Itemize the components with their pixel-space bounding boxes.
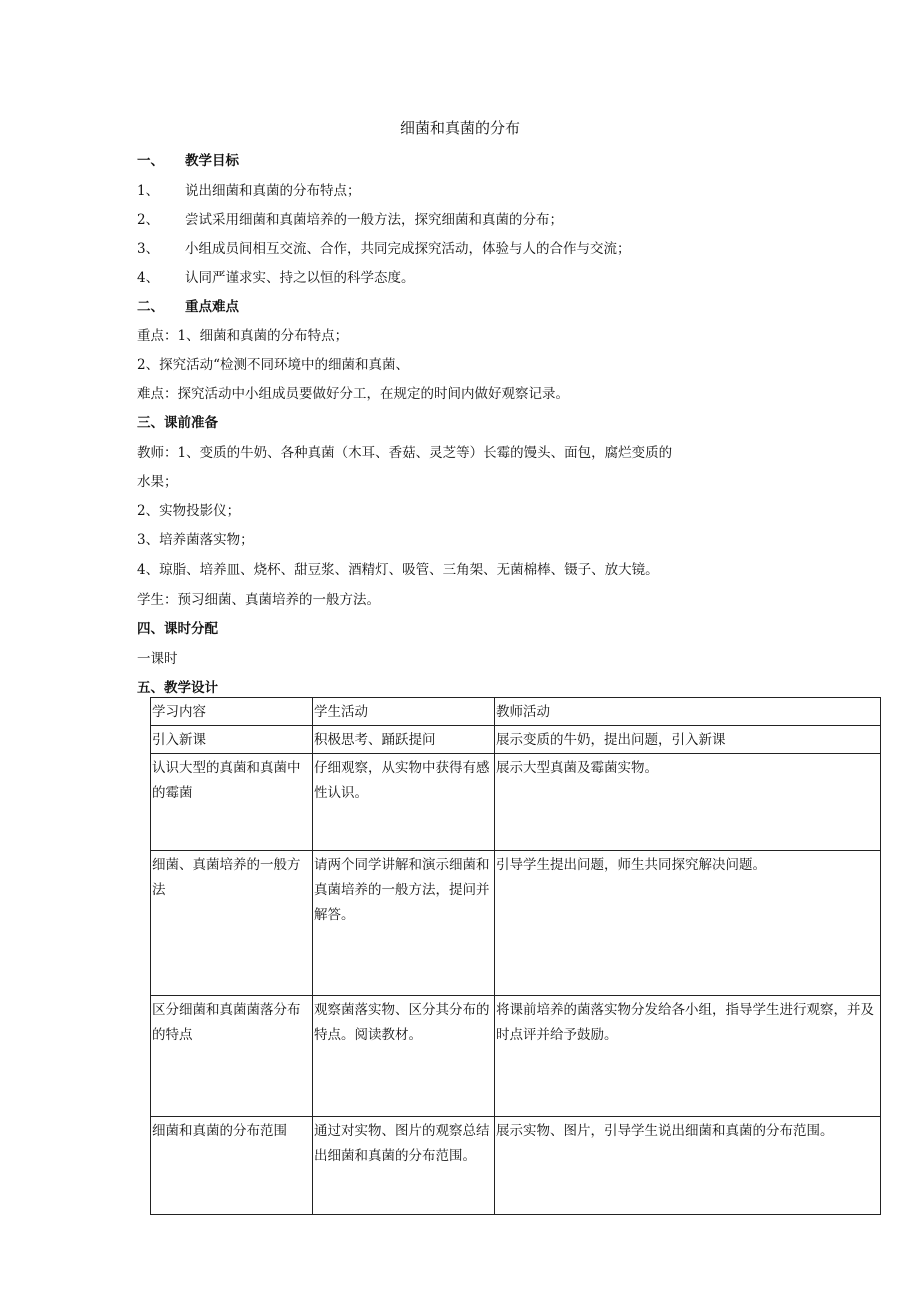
item-text: 尝试采用细菌和真菌培养的一般方法，探究细菌和真菌的分布；	[185, 212, 563, 228]
item-text: 认同严谨求实、持之以恒的科学态度。	[185, 270, 415, 286]
section-heading-preparation: 三、课前准备	[137, 415, 218, 431]
paragraph-line: 水果；	[137, 474, 178, 490]
section-number: 二、	[137, 299, 164, 315]
table-cell: 通过对实物、图片的观察总结出细菌和真菌的分布范围。	[313, 1117, 495, 1215]
item-number: 3、	[137, 241, 160, 257]
item-number: 2、	[137, 212, 160, 228]
table-cell: 展示变质的牛奶，提出问题，引入新课	[495, 726, 881, 754]
section-heading-key-points	[137, 295, 239, 315]
table-row	[151, 851, 881, 996]
table-row	[151, 754, 881, 851]
list-item	[137, 208, 563, 228]
paragraph-line: 2、探究活动“检测不同环境中的细菌和真菌、	[137, 357, 409, 373]
paragraph-line: 3、培养菌落实物；	[137, 532, 254, 548]
table-header-row	[151, 698, 881, 726]
section-number: 一、	[137, 153, 164, 169]
table-cell: 积极思考、踊跃提问	[313, 726, 495, 754]
table-cell: 将课前培养的菌落实物分发给各小组，指导学生进行观察，并及时点评并给予鼓励。	[495, 996, 881, 1117]
table-cell: 仔细观察，从实物中获得有感性认识。	[313, 754, 495, 851]
paragraph-line: 4、琼脂、培养皿、烧杯、甜豆浆、酒精灯、吸管、三角架、无菌棉棒、镊子、放大镜。	[137, 562, 659, 578]
section-label: 教学目标	[185, 153, 239, 169]
list-item	[137, 266, 415, 286]
table-cell: 请两个同学讲解和演示细菌和真菌培养的一般方法，提问并解答。	[313, 851, 495, 996]
table-row	[151, 996, 881, 1117]
teaching-design-table	[150, 697, 881, 1215]
header-cell: 学生活动	[313, 698, 495, 726]
paragraph-line: 学生：预习细菌、真菌培养的一般方法。	[137, 592, 380, 608]
table-row	[151, 726, 881, 754]
list-item	[137, 179, 361, 199]
list-item	[137, 237, 631, 257]
table-cell: 细菌、真菌培养的一般方法	[151, 851, 313, 996]
item-number: 1、	[137, 183, 160, 199]
item-text: 说出细菌和真菌的分布特点；	[185, 183, 361, 199]
paragraph-line: 教师：1、变质的牛奶、各种真菌（木耳、香菇、灵芝等）长霉的馒头、面包，腐烂变质的	[137, 445, 673, 461]
table-cell: 认识大型的真菌和真菌中的霉菌	[151, 754, 313, 851]
table-cell: 区分细菌和真菌菌落分布的特点	[151, 996, 313, 1117]
page-title: 细菌和真菌的分布	[399, 119, 520, 137]
table-cell: 展示实物、图片，引导学生说出细菌和真菌的分布范围。	[495, 1117, 881, 1215]
paragraph-line: 一课时	[137, 651, 178, 667]
table-cell: 细菌和真菌的分布范围	[151, 1117, 313, 1215]
section-heading-objectives	[137, 149, 239, 169]
item-number: 4、	[137, 270, 160, 286]
table-cell: 展示大型真菌及霉菌实物。	[495, 754, 881, 851]
table-row	[151, 1117, 881, 1215]
section-heading-schedule: 四、课时分配	[137, 621, 218, 637]
table-cell: 引入新课	[151, 726, 313, 754]
paragraph-line: 难点：探究活动中小组成员要做好分工，在规定的时间内做好观察记录。	[137, 386, 569, 402]
table-cell: 引导学生提出问题，师生共同探究解决问题。	[495, 851, 881, 996]
section-heading-design: 五、教学设计	[137, 680, 218, 696]
section-label: 重点难点	[185, 299, 239, 315]
paragraph-line: 2、实物投影仪；	[137, 503, 241, 519]
paragraph-line: 重点：1、细菌和真菌的分布特点；	[137, 328, 349, 344]
header-cell: 教师活动	[495, 698, 881, 726]
item-text: 小组成员间相互交流、合作，共同完成探究活动，体验与人的合作与交流；	[185, 241, 631, 257]
header-cell: 学习内容	[151, 698, 313, 726]
table-cell: 观察菌落实物、区分其分布的特点。阅读教材。	[313, 996, 495, 1117]
